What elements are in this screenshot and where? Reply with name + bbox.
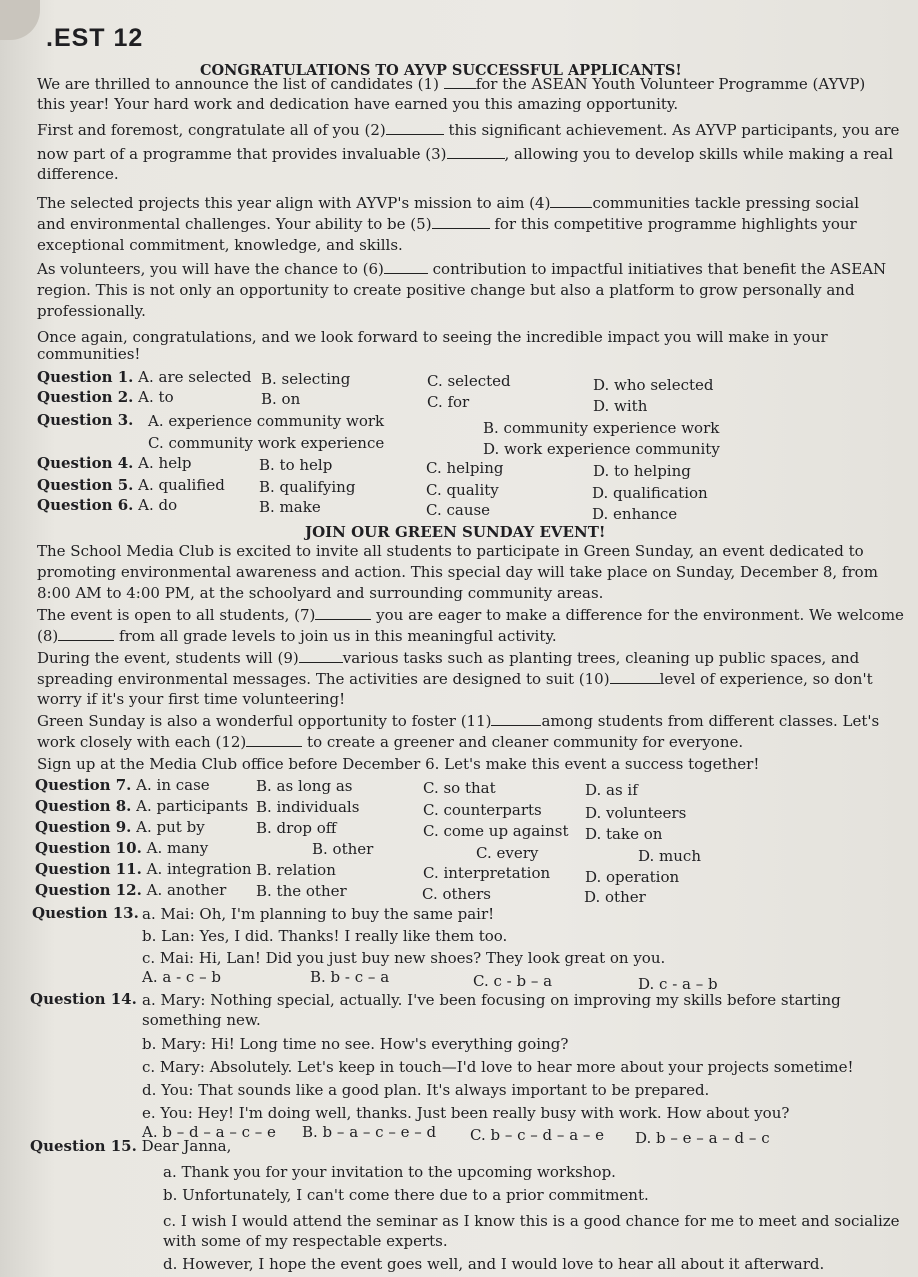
dialogue-line: c. Mai: Hi, Lan! Did you just buy new shoes? They look great on you.	[142, 949, 666, 967]
letter-line: a. Thank you for your invitation to the upcoming workshop.	[163, 1163, 616, 1181]
dialogue-line: e. You: Hey! I'm doing well, thanks. Just been really busy with work. How about you?	[142, 1104, 790, 1122]
question-12: Question 12. A. another	[35, 881, 227, 899]
blank-9	[299, 650, 343, 663]
option-c[interactable]: C. quality	[426, 481, 499, 499]
option-c[interactable]: C. cause	[426, 501, 491, 519]
blank-1	[444, 76, 476, 89]
option-a[interactable]: A. experience community work	[148, 412, 385, 430]
option-d[interactable]: D. as if	[585, 781, 638, 799]
option-b[interactable]: B. relation	[256, 861, 336, 879]
option-d[interactable]: D. qualification	[592, 484, 708, 502]
question-9: Question 9. A. put by	[35, 818, 205, 836]
option-a[interactable]: A. b – d – a – c – e	[142, 1123, 276, 1141]
option-a[interactable]: A. a - c – b	[142, 968, 221, 986]
passage-line: The event is open to all students, (7) you are eager to make a difference for the environment. We welcome	[37, 606, 904, 624]
passage-line: (8) from all grade levels to join us in this meaningful activity.	[37, 627, 557, 645]
question-2: Question 2. A. to	[37, 388, 174, 406]
passage-line: and environmental challenges. Your ability to be (5) for this competitive programme highlights your	[37, 215, 857, 233]
blank-6	[384, 261, 428, 274]
blank-8	[58, 628, 114, 641]
passage-line: work closely with each (12) to create a greener and cleaner community for everyone.	[37, 733, 744, 751]
option-b[interactable]: B. individuals	[256, 798, 360, 816]
letter-greeting: Dear Janna,	[141, 1137, 232, 1155]
question-13: Question 13.	[32, 904, 139, 922]
option-d[interactable]: D. with	[593, 397, 648, 415]
passage-line: During the event, students will (9) various tasks such as planting trees, cleaning up public spaces, and	[37, 649, 860, 667]
blank-3	[447, 146, 505, 159]
option-b[interactable]: B. on	[261, 390, 301, 408]
dialogue-line: a. Mary: Nothing special, actually. I've been focusing on improving my skills before starting	[142, 991, 841, 1009]
passage-line: The selected projects this year align with AYVP's mission to aim (4) communities tackle pressing social	[37, 194, 860, 212]
option-c[interactable]: C. selected	[427, 372, 511, 390]
letter-line: c. I wish I would attend the seminar as I know this is a good chance for me to meet and socialize	[163, 1212, 900, 1230]
option-b[interactable]: B. b – a – c – e – d	[302, 1123, 437, 1141]
option-c[interactable]: C. counterparts	[423, 801, 542, 819]
passage-line: now part of a programme that provides invaluable (3) , allowing you to develop skills while making a real	[37, 145, 894, 163]
blank-10	[610, 671, 660, 684]
dialogue-line: d. You: That sounds like a good plan. It's always important to be prepared.	[142, 1081, 710, 1099]
option-c[interactable]: C. b – c – d – a – e	[470, 1126, 605, 1144]
option-b[interactable]: B. selecting	[261, 370, 351, 388]
letter-line: with some of my respectable experts.	[163, 1232, 448, 1250]
option-a[interactable]: A. many	[146, 839, 209, 857]
option-a[interactable]: A. in case	[136, 776, 210, 794]
question-8: Question 8. A. participants	[35, 797, 249, 815]
option-a[interactable]: A. to	[138, 388, 174, 406]
option-a[interactable]: A. another	[146, 881, 227, 899]
option-b[interactable]: B. drop off	[256, 819, 337, 837]
test-title: .EST 12	[46, 24, 144, 52]
passage-line: difference.	[37, 165, 119, 183]
dialogue-line: something new.	[142, 1011, 261, 1029]
option-b[interactable]: B. the other	[256, 882, 347, 900]
passage-line: communities!	[37, 345, 141, 363]
blank-4	[550, 195, 592, 208]
option-d[interactable]: D. take on	[585, 825, 663, 843]
dialogue-line: b. Lan: Yes, I did. Thanks! I really like them too.	[142, 927, 508, 945]
question-4: Question 4. A. help	[37, 454, 192, 472]
option-c[interactable]: C. every	[476, 844, 539, 862]
passage-line: Once again, congratulations, and we look forward to seeing the incredible impact you will make in your	[37, 328, 828, 346]
page-corner-fold	[0, 0, 40, 40]
question-3: Question 3.	[37, 411, 134, 429]
passage-line: this year! Your hard work and dedication have earned you this amazing opportunity.	[37, 95, 679, 113]
blank-7	[315, 607, 371, 620]
passage-line: Sign up at the Media Club office before December 6. Let's make this event a success together!	[37, 755, 760, 773]
option-d[interactable]: D. volunteers	[585, 804, 687, 822]
option-b[interactable]: B. b - c – a	[310, 968, 390, 986]
option-d[interactable]: D. much	[638, 847, 701, 865]
dialogue-line: b. Mary: Hi! Long time no see. How's everything going?	[142, 1035, 569, 1053]
heading-ayvp: CONGRATULATIONS TO AYVP SUCCESSFUL APPLICANTS!	[200, 62, 682, 79]
blank-2	[386, 122, 444, 135]
dialogue-line: c. Mary: Absolutely. Let's keep in touch—I'd love to hear more about your projects sometime!	[142, 1058, 854, 1076]
passage-line: We are thrilled to announce the list of candidates (1) for the ASEAN Youth Volunteer Programme (AYVP)	[37, 75, 866, 93]
blank-11	[491, 713, 541, 726]
passage-line: 8:00 AM to 4:00 PM, at the schoolyard and surrounding community areas.	[37, 584, 604, 602]
question-10: Question 10. A. many	[35, 839, 209, 857]
passage-line: exceptional commitment, knowledge, and skills.	[37, 236, 403, 254]
passage-line: professionally.	[37, 302, 146, 320]
option-d[interactable]: D. enhance	[592, 505, 678, 523]
letter-line: b. Unfortunately, I can't come there due to a prior commitment.	[163, 1186, 649, 1204]
option-b[interactable]: B. as long as	[256, 777, 353, 795]
question-7: Question 7. A. in case	[35, 776, 210, 794]
option-b[interactable]: B. community experience work	[483, 419, 720, 437]
option-a[interactable]: A. participants	[136, 797, 249, 815]
passage-line: spreading environmental messages. The activities are designed to suit (10) level of experience, so don't	[37, 670, 873, 688]
question-5: Question 5. A. qualified	[37, 476, 225, 494]
passage-line: promoting environmental awareness and action. This special day will take place on Sunday, December 8, from	[37, 563, 878, 581]
question-15: Question 15. Dear Janna,	[30, 1137, 232, 1155]
option-a[interactable]: A. do	[138, 496, 178, 514]
option-a[interactable]: A. integration	[146, 860, 252, 878]
question-1: Question 1. A. are selected	[37, 368, 252, 386]
option-b[interactable]: B. other	[312, 840, 374, 858]
option-d[interactable]: D. work experience community	[483, 440, 720, 458]
passage-line: Green Sunday is also a wonderful opportunity to foster (11) among students from different classes. Let's	[37, 712, 880, 730]
option-b[interactable]: B. to help	[259, 456, 333, 474]
option-c[interactable]: C. c - b – a	[473, 972, 553, 990]
option-c[interactable]: C. interpretation	[423, 864, 551, 882]
option-b[interactable]: B. qualifying	[259, 478, 356, 496]
blank-5	[432, 216, 490, 229]
question-6: Question 6. A. do	[37, 496, 178, 514]
option-c[interactable]: C. others	[422, 885, 491, 903]
option-d[interactable]: D. b – e – a – d – c	[635, 1129, 770, 1147]
question-14: Question 14.	[30, 990, 137, 1008]
option-d[interactable]: D. operation	[585, 868, 680, 886]
question-11: Question 11. A. integration	[35, 860, 252, 878]
passage-line: As volunteers, you will have the chance to (6) contribution to impactful initiatives that benefit the ASEAN	[37, 260, 887, 278]
option-d[interactable]: D. who selected	[593, 376, 714, 394]
option-c[interactable]: C. come up against	[423, 822, 569, 840]
option-c[interactable]: C. helping	[426, 459, 504, 477]
heading-green-sunday: JOIN OUR GREEN SUNDAY EVENT!	[305, 523, 606, 541]
passage-line: First and foremost, congratulate all of you (2) this significant achievement. As AYVP participants, you are	[37, 121, 900, 139]
option-a[interactable]: A. are selected	[138, 368, 252, 386]
option-a[interactable]: A. help	[138, 454, 192, 472]
passage-line: The School Media Club is excited to invite all students to participate in Green Sunday, an event dedicated to	[37, 542, 864, 560]
option-a[interactable]: A. put by	[136, 818, 205, 836]
dialogue-line: a. Mai: Oh, I'm planning to buy the same pair!	[142, 905, 495, 923]
passage-line: region. This is not only an opportunity to create positive change but also a platform to grow personally and	[37, 281, 855, 299]
blank-12	[246, 734, 302, 747]
option-c[interactable]: C. community work experience	[148, 434, 385, 452]
letter-line: d. However, I hope the event goes well, and I would love to hear all about it afterward.	[163, 1255, 825, 1273]
option-c[interactable]: C. for	[427, 393, 470, 411]
option-c[interactable]: C. so that	[423, 779, 496, 797]
option-d[interactable]: D. other	[584, 888, 646, 906]
option-d[interactable]: D. to helping	[593, 462, 691, 480]
option-d[interactable]: D. c - a – b	[638, 975, 718, 993]
passage-line: worry if it's your first time volunteering!	[37, 690, 346, 708]
option-b[interactable]: B. make	[259, 498, 321, 516]
option-a[interactable]: A. qualified	[138, 476, 225, 494]
